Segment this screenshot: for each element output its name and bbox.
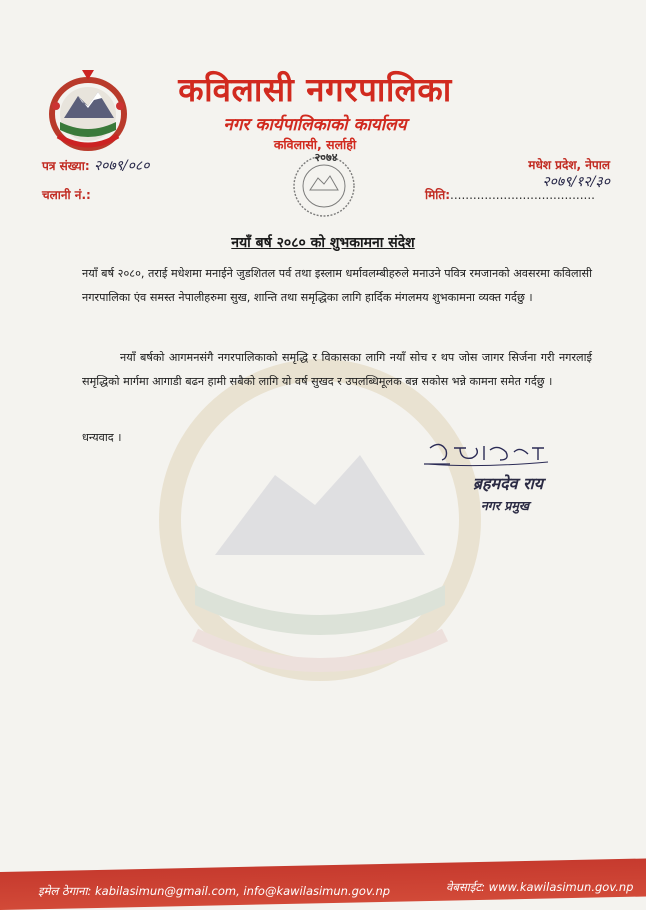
office-name: नगर कार्यपालिकाको कार्यालय [223, 115, 407, 135]
chalani-label: चलानी नं.: [42, 188, 91, 202]
patra-sankhya-label: पत्र संख्या: [42, 159, 90, 173]
stamp-year: २०७४ [314, 151, 338, 164]
office-location: कविलासी, सर्लाही [273, 137, 357, 152]
body-paragraph-1: नयाँ बर्ष २०८०, तराई मधेशमा मनाईने जुडशितल पर्व तथा इस्लाम धर्मावलम्बीहरुले मनाउने पवित्र रमजानको अवसरमा कविलासी नगरपालिका एंव समस्त नेपालीहरुमा सुख, शान्ति तथा समृद्धिका लागि हार्दिक मंगलमय शुभकामना व्यक्त गर्दछु । [82, 267, 592, 304]
miti-label: मिति: [425, 188, 451, 202]
signer-name: ब्रहमदेव राय [472, 474, 544, 493]
handwritten-signature [420, 438, 560, 472]
emblem-watermark-icon [155, 355, 485, 695]
body-paragraph-2: नयाँ बर्षको आगमनसंगै नगरपालिकाको समृद्धि र विकासका लागि नयाँ सोच र थप जोस जागर सिर्जना गरी नगरलाई समृद्धिको मार्गमा आगाडी बढन हामी सबैको लागि यो वर्ष सुखद र उपलब्धिमूलक बन्न सकोस भन्ने कामना समेत गर्दछु । [82, 351, 592, 388]
footer-text [0, 880, 646, 904]
footer-email: इमेल ठेगाना: kabilasimun@gmail.com, info@kawilasimun.gov.np [38, 884, 391, 898]
patra-sankhya-value: २०७९/०८० [93, 158, 150, 174]
province-text: मधेश प्रदेश, नेपाल [528, 158, 610, 172]
footer-website: वेबसाईट: www.kawilasimun.gov.np [446, 880, 634, 894]
signer-title: नगर प्रमुख [480, 498, 530, 513]
date-value: २०७९/१२/३० [542, 174, 610, 190]
letter-title: नयाँ बर्ष २०८० को शुभकामना संदेश [231, 235, 415, 251]
thanks-text: धन्यवाद । [82, 431, 122, 444]
org-name: कविलासी नगरपालिका [178, 70, 452, 109]
nepal-emblem-icon [38, 66, 138, 156]
patra-sankhya-row [42, 156, 150, 175]
miti-row [425, 186, 595, 203]
miti-dots: ...................................... [450, 188, 595, 202]
